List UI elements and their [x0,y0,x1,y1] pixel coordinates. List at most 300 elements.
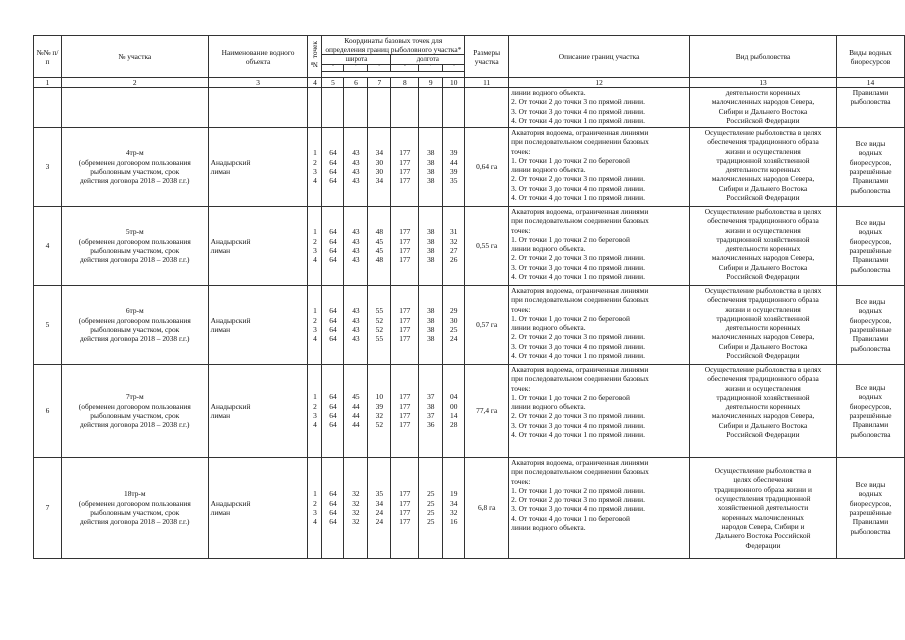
coord-value: 177 [399,508,411,517]
header-coords: Координаты базовых точек для определения границ рыболовного участка* [322,36,465,55]
plot-line: действия договора 2018 – 2038 г.г.) [80,176,190,186]
water-body [208,286,308,365]
species-line: водных [858,306,883,316]
fishing-line: целях обеспечения [733,475,793,485]
coord-column [344,207,368,286]
water-line: лиман [210,411,231,420]
coord-value: 38 [427,157,435,167]
coord-value: 37 [427,411,435,420]
coord-value: 43 [352,227,360,237]
fishing-line: Дальнего Востока Российской [715,531,811,541]
desc-line: 2. От точки 2 до точки 3 по прямой линии. [511,174,645,184]
fishing-line: обеспечения традиционного образа [707,374,819,384]
coord-value: 34 [375,176,384,186]
coord-value: 177 [399,334,411,344]
point-number: 1 [313,148,317,158]
fishing-line: народов Севера, Сибири и [721,521,805,531]
species-line: водных [858,148,883,158]
desc-line: 2. От точки 2 до точки 3 по прямой линии. [511,495,645,505]
header-description: Описание границ участка [509,36,690,78]
species-line: разрешённые [849,411,892,420]
point-number: 3 [313,508,317,517]
coord-value: 64 [329,236,337,246]
column-number-row [34,78,905,88]
coord-value: 64 [329,325,337,334]
fishing-line: Сибири и Дальнего Востока [718,183,808,193]
fishing-line: деятельности коренных [725,244,801,254]
plot-line: (обременен договором пользования [78,315,191,325]
column-number: 1 [34,78,62,88]
point-numbers [308,286,322,365]
point-number: 4 [313,334,317,344]
coord-value: 30 [375,157,384,167]
fishing-line: деятельности коренных [725,323,801,333]
fishing-line: малочисленных народов Севера, [711,174,815,184]
coord-value: 38 [427,148,435,158]
desc-line: Акватория водоема, ограниченная линиями [511,365,649,374]
column-number: 4 [308,78,322,88]
water-body [208,128,308,207]
coord-value: 30 [375,167,384,176]
fishing-line: Российской Федерации [726,351,800,361]
coord-column [344,128,368,207]
plot-name [61,128,208,207]
fishing-line: коренных малочисленных [722,512,804,522]
coord-value: 52 [375,420,384,430]
boundary-description [509,128,690,207]
coord-value: 37 [427,392,435,402]
coord-value: 177 [399,157,411,167]
coord-value: 24 [375,517,384,527]
desc-line: 4. От точки 4 до точки 1 по прямой линии. [511,193,645,203]
species-line: рыболовства [850,264,891,274]
point-number: 3 [313,246,317,255]
column-number: 14 [836,78,904,88]
coord-value: 64 [329,392,337,402]
coord-column [368,365,391,458]
header-lon-sec: " [443,65,465,72]
coord-value: 38 [427,306,435,316]
water-line: Анадырский [210,157,251,167]
desc-line: 4. От точки 4 до точки 1 по береговой [511,513,630,523]
coord-value: 43 [352,167,360,176]
fishing-type [690,458,837,559]
coord-value: 64 [329,517,337,527]
coord-value: 16 [450,517,458,527]
coord-value: 38 [427,246,435,255]
desc-line: 4. От точки 4 до точки 1 по прямой линии. [511,351,645,361]
water-line: лиман [210,246,231,255]
header-lon-deg: ° [391,65,419,72]
header-latitude: широта [322,55,391,65]
coord-column [391,207,419,286]
species-line: Все виды [855,218,886,228]
column-number: 6 [344,78,368,88]
fishing-line: обеспечения традиционного образа [707,137,819,147]
coord-value: 00 [450,401,458,411]
point-number: 2 [313,315,317,325]
desc-line: при последовательном соединении базовых [511,216,649,226]
desc-line: 4. От точки 4 до точки 1 по прямой линии. [511,115,645,125]
coord-value: 45 [375,236,384,246]
desc-line: 1. От точки 1 до точки 2 по береговой [511,234,630,244]
species-line: разрешённые [849,246,892,255]
water-line: Анадырский [210,236,251,246]
fishing-line: Сибири и Дальнего Востока [718,420,808,430]
point-number: 2 [313,157,317,167]
coord-value: 27 [450,246,458,255]
coord-value: 39 [450,167,458,176]
row-number: 3 [34,128,62,207]
header-lat-min: ' [344,65,368,72]
water-line: Анадырский [210,401,251,411]
coord-value: 43 [352,325,360,334]
coord-value: 43 [352,246,360,255]
coord-value: 64 [329,167,337,176]
plot-name [61,458,208,559]
coord-value: 25 [427,508,435,517]
coord-value: 28 [450,420,458,430]
coord-value: 177 [399,315,411,325]
coord-value: 43 [352,176,360,186]
header-points-label: № точек [310,41,320,70]
coord-column [419,365,443,458]
fishing-type [690,207,837,286]
coord-value: 177 [399,517,411,527]
header-points [308,36,322,78]
coord-column [344,458,368,559]
fishing-line: жизни и осуществления [725,304,801,314]
coord-column [368,458,391,559]
species-line: биоресурсов, [849,315,892,325]
plot-name [61,286,208,365]
coord-column [322,207,344,286]
coord-column [419,207,443,286]
plot-line: 6тр-м [125,306,144,316]
species-line: рыболовства [850,185,891,195]
column-number: 9 [419,78,443,88]
coord-value: 43 [352,148,360,158]
coord-value: 44 [352,411,360,420]
plot-line: рыболовным участком, срок [90,167,180,176]
coord-value: 177 [399,236,411,246]
continuation-description [509,88,690,128]
plot-line: рыболовным участком, срок [90,508,180,517]
coord-column [443,365,465,458]
coord-value: 177 [399,176,411,186]
fishing-line: деятельности коренных [725,165,801,175]
coord-value: 44 [352,420,360,430]
fishing-line: традиционной хозяйственной [716,392,810,402]
coord-column [419,128,443,207]
desc-line: Акватория водоема, ограниченная линиями [511,458,649,467]
plot-size: 0,57 га [465,286,509,365]
coord-value: 24 [450,334,458,344]
coord-value: 177 [399,325,411,334]
header-lat-sec: " [368,65,391,72]
coord-value: 177 [399,148,411,158]
species-line: биоресурсов, [849,401,892,411]
coord-value: 177 [399,411,411,420]
water-line: лиман [210,508,231,517]
point-number: 3 [313,411,317,420]
plot-size: 0,64 га [465,128,509,207]
fishing-line: Осуществление рыболовства в целях [704,207,822,216]
row-number: 6 [34,365,62,458]
desc-line: 4. От точки 4 до точки 1 по прямой линии. [511,272,645,282]
coord-value: 177 [399,306,411,316]
point-number: 4 [313,176,317,186]
coord-value: 45 [352,392,360,402]
table-row [34,286,905,365]
plot-line: действия договора 2018 – 2038 г.г.) [80,420,190,430]
fishing-line: Осуществление рыболовства в целях [704,365,822,374]
plot-size: 6,8 га [465,458,509,559]
coord-column [391,286,419,365]
species-line: рыболовства [850,343,891,353]
column-number: 3 [208,78,308,88]
fishing-line: малочисленных народов Севера, [711,411,815,421]
coord-value: 177 [399,227,411,237]
point-number: 3 [313,167,317,176]
header-num: №№ п/п [34,36,62,78]
coord-column [419,286,443,365]
fishing-line: традиционной хозяйственной [716,313,810,323]
fishing-line: традиционного образа жизни и [714,484,812,494]
coord-value: 36 [427,420,435,430]
point-number: 3 [313,325,317,334]
species-line: водных [858,392,883,402]
desc-line: 3. От точки 3 до точки 4 по прямой линии. [511,341,645,351]
desc-line: 2. От точки 2 до точки 3 по прямой линии. [511,332,645,342]
header-plot: № участка [61,36,208,78]
fishing-line: традиционной хозяйственной [716,155,810,165]
desc-line: точек: [511,225,531,235]
coord-column [344,286,368,365]
coord-value: 38 [427,401,435,411]
fishing-line: Российской Федерации [726,430,800,440]
species-line: биоресурсов, [849,498,892,508]
coord-value: 64 [329,420,337,430]
desc-line: 3. От точки 3 до точки 4 по прямой линии. [511,420,645,430]
coord-value: 32 [352,498,360,508]
table-row [34,458,905,559]
fishing-line: хозяйственной деятельности [717,503,809,513]
plot-size: 0,55 га [465,207,509,286]
fishing-type [690,365,837,458]
point-number: 1 [313,306,317,316]
desc-line: при последовательном соединении базовых [511,374,649,384]
row-number: 4 [34,207,62,286]
coord-value: 38 [427,236,435,246]
water-line: Анадырский [210,498,251,508]
point-numbers [308,458,322,559]
coord-value: 32 [352,508,360,517]
plot-line: 4тр-м [125,148,144,158]
fishing-line: малочисленных народов Севера, [711,97,815,107]
species-line: Правилами [852,176,889,186]
desc-line: 4. От точки 4 до точки 1 по прямой линии. [511,430,645,440]
coord-value: 43 [352,236,360,246]
desc-line: линии водного объекта. [511,402,586,412]
point-number: 1 [313,227,317,237]
coord-value: 177 [399,498,411,508]
table-row [34,128,905,207]
header-lon-min: ' [419,65,443,72]
desc-line: при последовательном соединении базовых [511,467,649,477]
species-line: разрешённые [849,508,892,517]
point-number: 1 [313,392,317,402]
plot-line: (обременен договором пользования [78,157,191,167]
boundary-description [509,207,690,286]
coord-value: 34 [450,498,458,508]
fishing-line: Сибири и Дальнего Востока [718,106,808,116]
desc-line: линии водного объекта. [511,88,586,97]
coord-value: 64 [329,227,337,237]
coord-value: 177 [399,489,411,499]
desc-line: 1. От точки 1 до точки 2 по береговой [511,392,630,402]
desc-line: линии водного объекта. [511,523,586,533]
point-numbers [308,128,322,207]
fishing-line: жизни и осуществления [725,146,801,156]
point-number: 1 [313,489,317,499]
coord-value: 39 [375,401,384,411]
column-number: 8 [391,78,419,88]
plot-name [61,365,208,458]
point-number: 4 [313,517,317,527]
desc-line: точек: [511,476,531,486]
coord-value: 177 [399,246,411,255]
coord-value: 177 [399,392,411,402]
point-number: 2 [313,401,317,411]
plot-size: 77,4 га [465,365,509,458]
header-size: Размеры участка [465,36,509,78]
column-number: 12 [509,78,690,88]
coord-column [391,365,419,458]
fishing-line: Российской Федерации [726,193,800,203]
coord-value: 43 [352,255,360,265]
desc-line: 1. От точки 1 до точки 2 по береговой [511,313,630,323]
plot-line: 7тр-м [125,392,144,402]
species-line: Правилами [852,517,889,527]
fishing-line: обеспечения традиционного образа [707,216,819,226]
fishing-line: Осуществление рыболовства в [714,466,812,476]
column-number: 13 [690,78,837,88]
fishing-line: жизни и осуществления [725,383,801,393]
column-number: 10 [443,78,465,88]
column-number: 7 [368,78,391,88]
coord-value: 39 [450,148,458,158]
coord-value: 64 [329,334,337,344]
species-line: рыболовства [850,526,891,536]
header-longitude: долгота [391,55,465,65]
species-line: рыболовства [850,429,891,439]
coord-value: 177 [399,420,411,430]
plot-line: действия договора 2018 – 2038 г.г.) [80,334,190,344]
plot-line: 18тр-м [124,489,146,499]
fishing-line: деятельности коренных [725,402,801,412]
fishing-line: обеспечения традиционного образа [707,295,819,305]
coord-value: 64 [329,411,337,420]
coord-value: 44 [352,401,360,411]
point-numbers [308,207,322,286]
continuation-row [34,88,905,128]
plot-line: действия договора 2018 – 2038 г.г.) [80,517,190,527]
fishing-line: традиционной хозяйственной [716,234,810,244]
species-line: Все виды [855,139,886,149]
species-line: биоресурсов, [849,236,892,246]
coord-value: 38 [427,334,435,344]
coord-value: 38 [427,255,435,265]
row-number: 5 [34,286,62,365]
coord-value: 25 [427,517,435,527]
coord-value: 43 [352,157,360,167]
coord-value: 25 [427,498,435,508]
coord-value: 64 [329,498,337,508]
boundary-description [509,286,690,365]
fishing-line: Российской Федерации [726,272,800,282]
point-numbers [308,365,322,458]
coord-column [322,286,344,365]
coord-value: 64 [329,255,337,265]
fishing-plots-table [33,35,905,559]
boundary-description [509,458,690,559]
species [836,458,904,559]
fishing-line: Российской Федерации [726,115,800,125]
continuation-species [836,88,904,128]
table-row [34,365,905,458]
coord-column [368,207,391,286]
coord-column [443,207,465,286]
coord-value: 64 [329,148,337,158]
coord-value: 45 [375,246,384,255]
coord-value: 25 [450,325,458,334]
coord-value: 38 [427,315,435,325]
fishing-line: Осуществление рыболовства в целях [704,286,822,295]
plot-line: 5тр-м [125,227,144,237]
coord-value: 38 [427,167,435,176]
coord-column [322,128,344,207]
coord-value: 14 [450,411,458,420]
coord-column [443,286,465,365]
plot-name [61,207,208,286]
coord-column [368,286,391,365]
plot-line: действия договора 2018 – 2038 г.г.) [80,255,190,265]
fishing-line: Осуществление рыболовства в целях [704,128,822,137]
point-number: 4 [313,255,317,265]
coord-value: 30 [450,315,458,325]
coord-value: 48 [375,227,384,237]
species-line: Правилами [852,255,889,265]
desc-line: Акватория водоема, ограниченная линиями [511,286,649,295]
desc-line: Акватория водоема, ограниченная линиями [511,128,649,137]
desc-line: Акватория водоема, ограниченная линиями [511,207,649,216]
coord-column [443,458,465,559]
species-line: водных [858,227,883,237]
species [836,207,904,286]
coord-value: 64 [329,246,337,255]
coord-value: 64 [329,315,337,325]
coord-value: 32 [375,411,384,420]
coord-value: 64 [329,176,337,186]
coord-value: 24 [375,508,384,517]
desc-line: 1. От точки 1 до точки 2 по береговой [511,155,630,165]
desc-line: 2. От точки 2 до точки 3 по прямой линии. [511,253,645,263]
point-number: 2 [313,236,317,246]
desc-line: линии водного объекта. [511,323,586,333]
species-line: Правилами [852,88,889,97]
coord-value: 10 [375,392,384,402]
